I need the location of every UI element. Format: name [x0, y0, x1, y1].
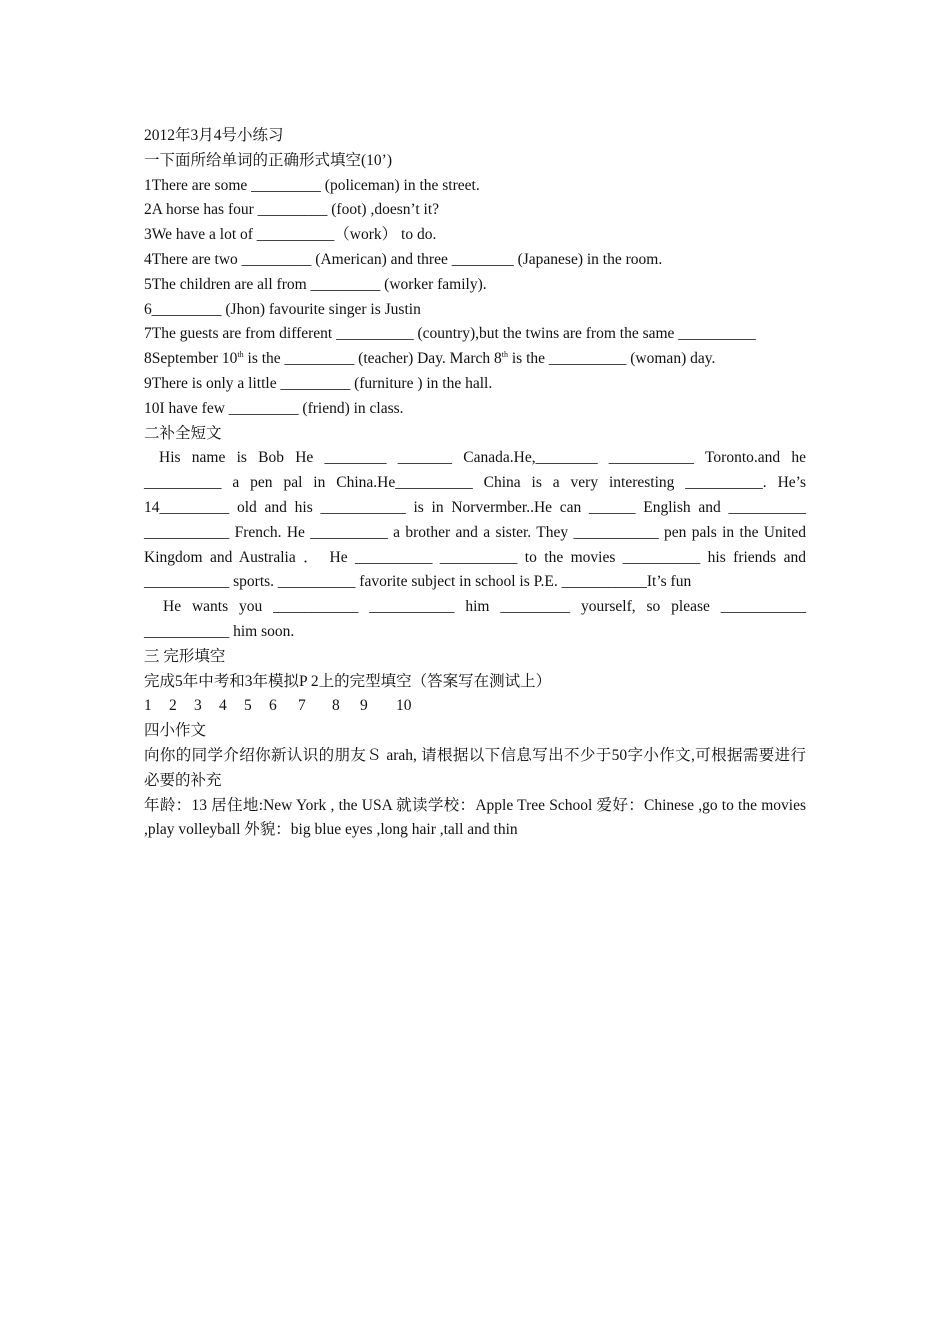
section3-heading: 三 完形填空 — [144, 647, 226, 665]
section1-heading: 一下面所给单词的正确形式填空(10’) — [144, 151, 392, 169]
passage-paragraph-2: He wants you ___________ ___________ him _________ yourself, so please ___________ ___________ him soon. — [144, 598, 806, 640]
cloze-number: 7 — [298, 697, 306, 715]
composition-info: 年龄：13 居住地:New York , the USA 就读学校：Apple Tree School 爱好：Chinese ,go to the movies ,play volleyball 外貌：big blue eyes ,long hair ,tall and thin — [144, 796, 806, 839]
exercise-item-5: 5The children are all from _________ (worker family). — [144, 275, 487, 293]
exercise-item-8-part-b: is the _________ (teacher) Day. March 8 — [243, 350, 502, 368]
exercise-item-2: 2A horse has four _________ (foot) ,doesn’t it? — [144, 201, 440, 219]
cloze-instruction: 完成5年中考和3年模拟P 2上的完型填空（答案写在测试上） — [144, 672, 552, 690]
cloze-number: 6 — [269, 697, 277, 715]
cloze-number: 4 — [219, 697, 227, 715]
exercise-item-7: 7The guests are from different __________ (country),but the twins are from the same __________ — [144, 325, 756, 343]
passage-paragraph-1: His name is Bob He ________ _______ Canada.He,________ ___________ Toronto.and he __________ a pen pal in China.He__________ China is a very interesting __________. He’s 14_________ old and his ___________ is in Norvermber..He can ______ English and __________ ___________ French. He __________ a brother and a sister. They ___________ pen pals in the United Kingdom and Australia ． He __________ __________ to the movies __________ his friends and ___________ sports. __________ favorite subject in school is P.E. ___________It’s fun — [144, 449, 806, 591]
ordinal-suffix: th — [237, 350, 244, 360]
composition-prompt: 向你的同学介绍你新认识的朋友Ｓ arah, 请根据以下信息写出不少于50字小作文,可根据需要进行必要的补充 — [144, 746, 806, 789]
cloze-number: 5 — [244, 697, 252, 715]
exercise-item-10: 10I have few _________ (friend) in class. — [144, 399, 404, 417]
cloze-number: 3 — [194, 697, 202, 715]
exercise-item-8-part-c: is the __________ (woman) day. — [508, 350, 716, 368]
document-body — [144, 124, 806, 843]
worksheet-title: 2012年3月4号小练习 — [144, 127, 284, 144]
exercise-item-8-part-a: 8September 10 — [144, 350, 238, 368]
exercise-item-4: 4There are two _________ (American) and three ________ (Japanese) in the room. — [144, 250, 663, 268]
section4-heading: 四小作文 — [144, 722, 207, 740]
exercise-item-1: 1There are some _________ (policeman) in the street. — [144, 176, 480, 194]
cloze-number: 1 — [144, 697, 152, 715]
exercise-item-8 — [144, 347, 806, 372]
exercise-item-6: 6_________ (Jhon) favourite singer is Justin — [144, 300, 421, 318]
exercise-item-3: 3We have a lot of __________（work） to do. — [144, 226, 437, 244]
cloze-number-row — [144, 694, 806, 719]
section2-heading: 二补全短文 — [144, 424, 222, 442]
cloze-number: 8 — [332, 697, 340, 715]
cloze-number: 10 — [396, 697, 412, 715]
cloze-number: 9 — [360, 697, 368, 715]
exercise-item-9: 9There is only a little _________ (furniture ) in the hall. — [144, 374, 493, 392]
ordinal-suffix: th — [501, 350, 508, 360]
cloze-number: 2 — [169, 697, 177, 715]
